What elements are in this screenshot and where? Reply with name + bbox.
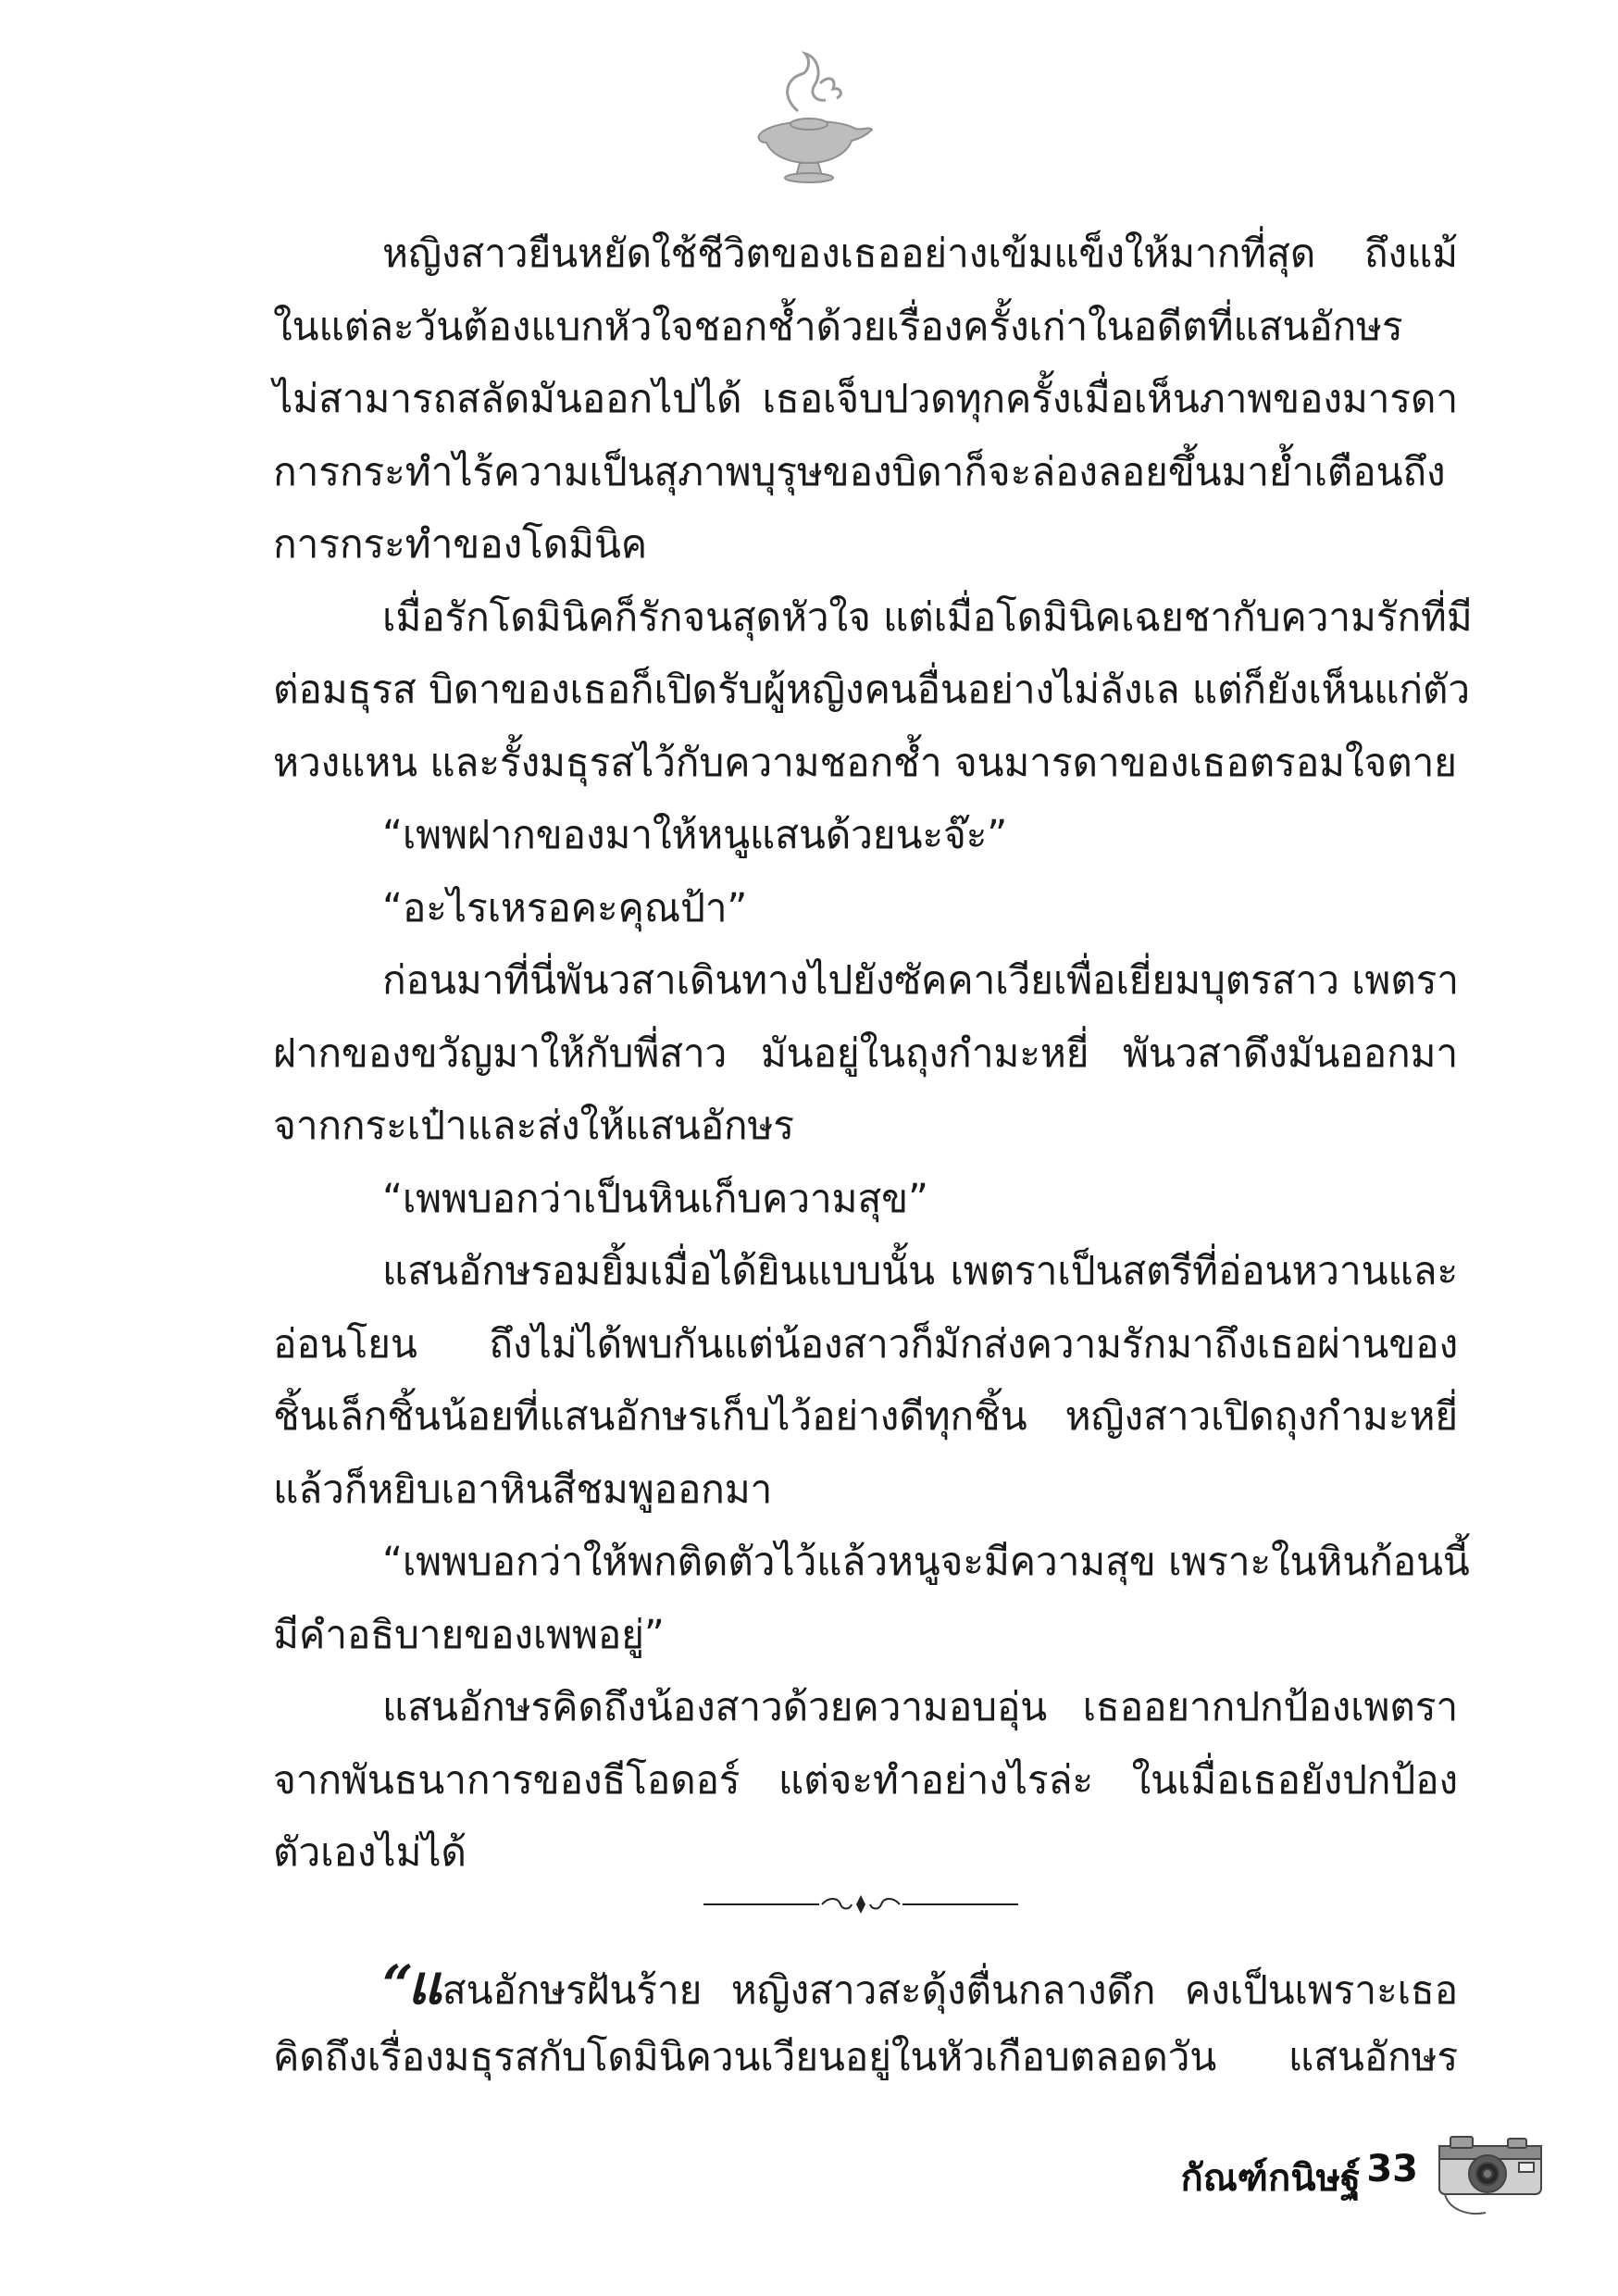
- text-line-rest: สนอักษรฝันร้าย หญิงสาวสะดุ้งตื่นกลางดึก คงเป็นเพราะเธอ: [442, 1968, 1458, 2014]
- magic-lamp-icon: [744, 46, 874, 185]
- text-line: จากกระเป๋าและส่งให้แสนอักษร: [273, 1104, 794, 1149]
- flourish-divider-icon: [703, 1893, 1018, 1915]
- main-text-block: [273, 218, 1473, 1890]
- page-number: 33: [1366, 2148, 1418, 2190]
- text-line: “เพพฝากของมาให้หนูแสนด้วยนะจ๊ะ”: [382, 813, 1008, 858]
- text-line: “อะไรเหรอคะคุณป้า”: [382, 885, 748, 931]
- text-line: หวงแหน และรั้งมธุรสไว้กับความชอกช้ำ จนมารดาของเธอตรอมใจตาย: [273, 740, 1457, 786]
- text-line: ตัวเองไม่ได้: [273, 1830, 467, 1876]
- text-line: “เพพบอกว่าให้พกติดตัวไว้แล้วหนูจะมีความสุข เพราะในหินก้อนนี้: [382, 1540, 1470, 1585]
- text-line: ในแต่ละวันต้องแบกหัวใจชอกช้ำด้วยเรื่องครั้งเก่าในอดีตที่แสนอักษร: [273, 304, 1403, 350]
- text-line: แล้วก็หยิบเอาหินสีชมพูออกมา: [273, 1466, 773, 1513]
- text-line: แสนอักษรอมยิ้มเมื่อได้ยินแบบนั้น เพตราเป็นสตรีที่อ่อนหวานและ: [382, 1249, 1458, 1294]
- page-footer: [981, 2120, 1574, 2250]
- text-line: การกระทำไร้ความเป็นสุภาพบุรุษของบิดาก็จะล่องลอยขึ้นมาย้ำเตือนถึง: [273, 449, 1446, 495]
- text-line: แสนอักษรคิดถึงน้องสาวด้วยความอบอุ่น เธออยากปกป้องเพตรา: [382, 1685, 1458, 1730]
- text-line: คิดถึงเรื่องมธุรสกับโดมินิควนเวียนอยู่ในหัวเกือบตลอดวัน แสนอักษร: [273, 2034, 1458, 2080]
- text-line: ไม่สามารถสลัดมันออกไปได้ เธอเจ็บปวดทุกครั้งเมื่อเห็นภาพของมารดา: [273, 377, 1458, 422]
- text-line: [273, 1949, 1458, 2022]
- text-line: อ่อนโยน ถึงไม่ได้พบกันแต่น้องสาวก็มักส่งความรักมาถึงเธอผ่านของ: [273, 1321, 1458, 1367]
- second-section-text: [273, 1949, 1458, 2094]
- text-line: ชิ้นเล็กชิ้นน้อยที่แสนอักษรเก็บไว้อย่างดีทุกชิ้น หญิงสาวเปิดถุงกำมะหยี่: [273, 1394, 1458, 1440]
- text-line: ก่อนมาที่นี่พันวสาเดินทางไปยังซัคคาเวียเพื่อเยี่ยมบุตรสาว เพตรา: [382, 958, 1459, 1004]
- dropcap: “แ: [382, 1953, 437, 2016]
- camera-icon: [1430, 2120, 1550, 2222]
- text-line: มีคำอธิบายของเพพอยู่”: [273, 1612, 665, 1658]
- text-line: หญิงสาวยืนหยัดใช้ชีวิตของเธออย่างเข้มแข็งให้มากที่สุด ถึงแม้: [382, 231, 1458, 277]
- text-line: ฝากของขวัญมาให้กับพี่สาว มันอยู่ในถุงกำมะหยี่ พันวสาดึงมันออกมา: [273, 1030, 1458, 1077]
- book-title: กัณฑ์กนิษฐ์: [1180, 2157, 1361, 2200]
- text-line: เมื่อรักโดมินิคก็รักจนสุดหัวใจ แต่เมื่อโดมินิคเฉยชากับความรักที่มี: [382, 594, 1473, 641]
- text-line: การกระทำของโดมินิค: [273, 522, 647, 568]
- text-line: “เพพบอกว่าเป็นหินเก็บความสุข”: [382, 1176, 928, 1222]
- text-line: ต่อมธุรส บิดาของเธอก็เปิดรับผู้หญิงคนอื่นอย่างไม่ลังเล แต่ก็ยังเห็นแก่ตัว: [273, 668, 1470, 713]
- text-line: จากพันธนาการของธีโอดอร์ แต่จะทำอย่างไรล่ะ ในเมื่อเธอยังปกป้อง: [273, 1757, 1458, 1803]
